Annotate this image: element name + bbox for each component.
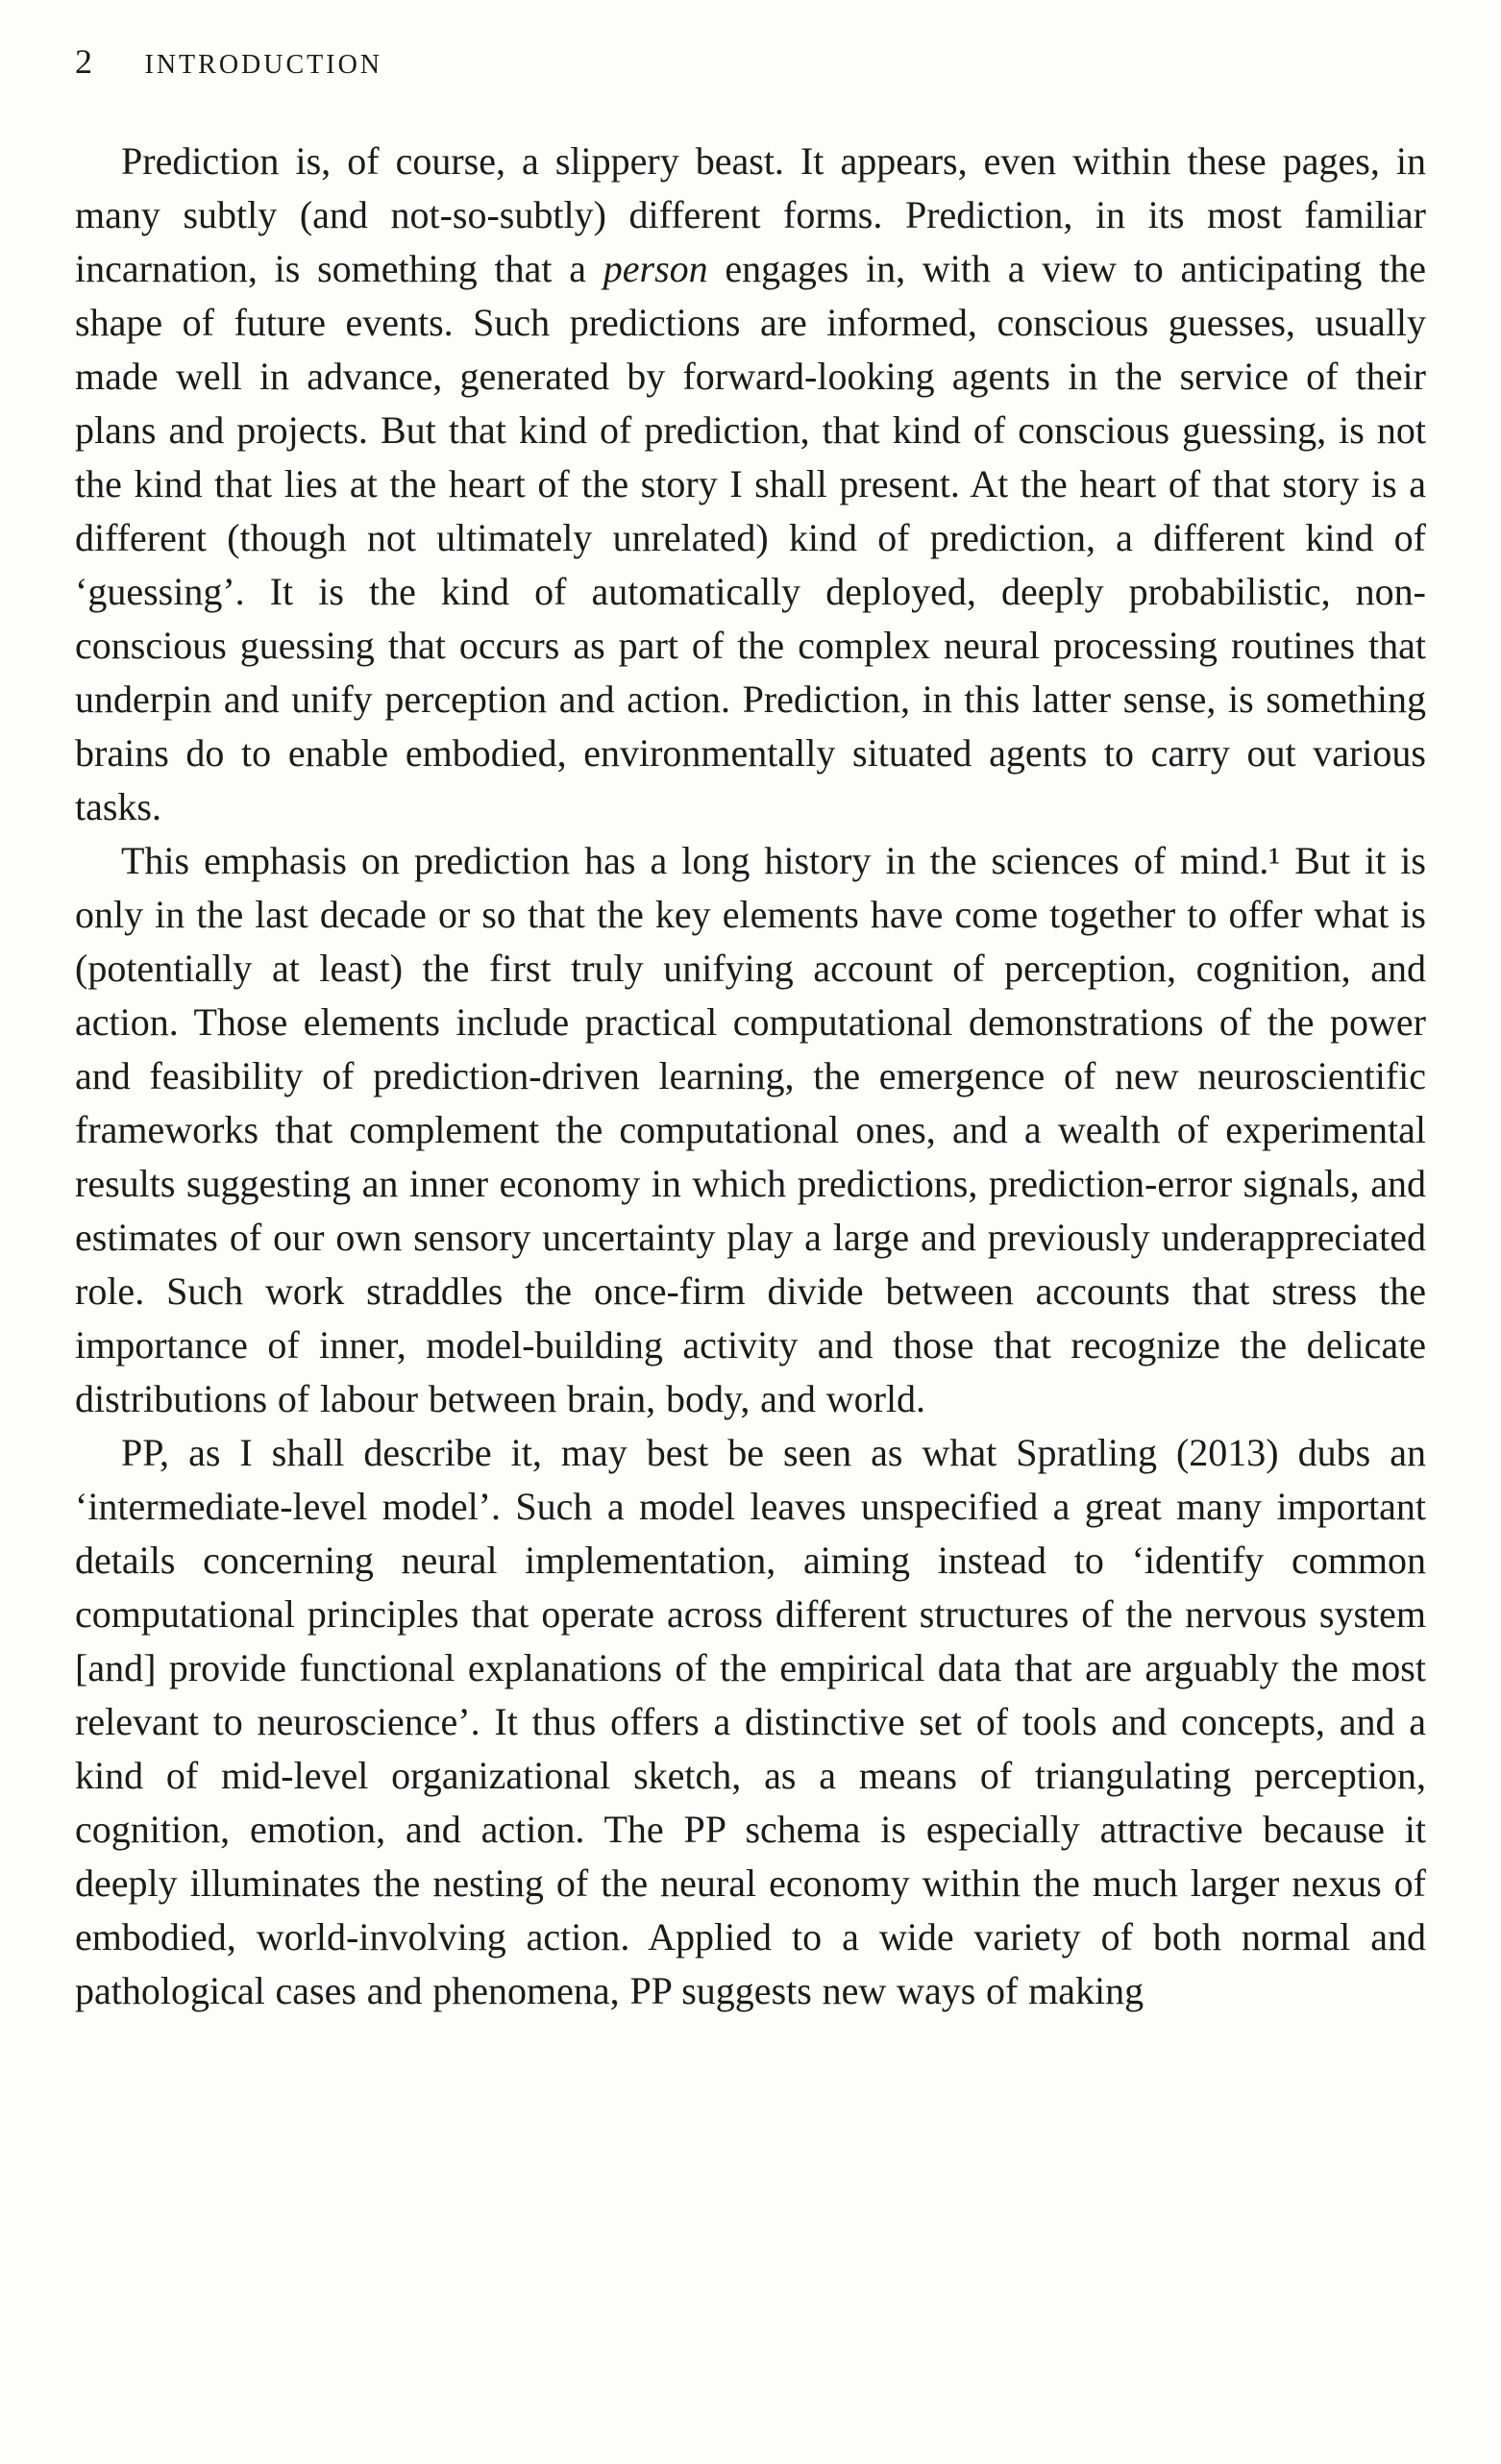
body-text	[75, 135, 1426, 2018]
paragraph	[75, 135, 1426, 834]
text-run: PP, as I shall describe it, may best be seen as what Spratling (2013) dubs an ‘intermediate-level model’. Such a model leaves unspecified a great many important details concerning neural implementation, aiming instead to ‘identify common computational principles that operate across different structures of the nervous system [and] provide functional explanations of the empirical data that are arguably the most relevant to neuroscience’. It thus offers a distinctive set of tools and concepts, and a kind of mid-level organizational sketch, as a means of triangulating perception, cognition, emotion, and action. The PP schema is especially attractive because it deeply illuminates the nesting of the neural economy within the much larger nexus of embodied, world-involving action. Applied to a wide variety of both normal and pathological cases and phenomena, PP suggests new ways of making	[75, 1431, 1426, 2012]
page-number: 2	[75, 42, 93, 81]
text-run: Prediction is, of course, a slippery beast. It appears, even within these pages, in many subtly (and not-so-subtly) different forms. Prediction, in its most familiar incarnation, is something that a	[75, 139, 1426, 290]
paragraph	[75, 1426, 1426, 2018]
running-head: INTRODUCTION	[144, 50, 383, 80]
page-header	[75, 44, 1426, 79]
text-run: This emphasis on prediction has a long history in the sciences of mind.¹ But it is only in the last decade or so that the key elements have come together to offer what is (potentially at least) the first truly unifying account of perception, cognition, and action. Those elements include practical computational demonstrations of the power and feasibility of prediction-driven learning, the emergence of new neuroscientific frameworks that complement the computational ones, and a wealth of experimental results suggesting an inner economy in which predictions, prediction-error signals, and estimates of our own sensory uncertainty play a large and previously underappreciated role. Such work straddles the once-firm divide between accounts that stress the importance of inner, model-building activity and those that recognize the delicate distributions of labour between brain, body, and world.	[75, 839, 1426, 1420]
text-run: engages in, with a view to anticipating the shape of future events. Such predictions are informed, conscious guesses, usually made well in advance, generated by forward-looking agents in the service of their plans and projects. But that kind of prediction, that kind of conscious guessing, is not the kind that lies at the heart of the story I shall present. At the heart of that story is a different (though not ultimately unrelated) kind of prediction, a different kind of ‘guessing’. It is the kind of automatically deployed, deeply probabilistic, non-conscious guessing that occurs as part of the complex neural processing routines that underpin and unify perception and action. Prediction, in this latter sense, is something brains do to enable embodied, environmentally situated agents to carry out various tasks.	[75, 247, 1426, 828]
paragraph	[75, 834, 1426, 1426]
italic-text-run: person	[603, 247, 708, 290]
